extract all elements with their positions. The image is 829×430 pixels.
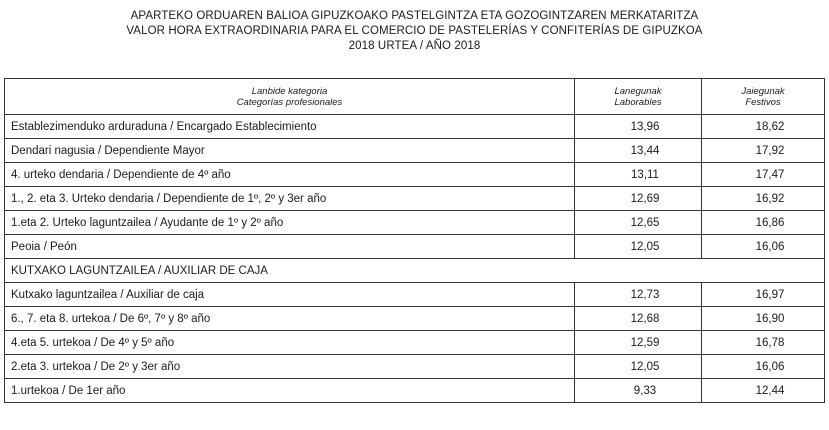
header-weekday-es: Laborables [614,96,662,108]
category-cell: 6., 7. eta 8. urtekoa / De 6º, 7º y 8º año [5,307,575,331]
category-cell: 4. urteko dendaria / Dependiente de 4º año [5,163,575,187]
title-spanish: VALOR HORA EXTRAORDINARIA PARA EL COMERCIO DE PASTELERÍAS Y CONFITERÍAS DE GIPUZKOA [126,25,703,37]
title-basque: APARTEKO ORDUAREN BALIOA GIPUZKOAKO PASTELGINTZA ETA GOZOGINTZAREN MERKATARITZA [130,10,699,22]
header-weekday-eu: Lanegunak [614,85,662,97]
holiday-rate-cell: 16,86 [702,211,825,235]
table-row [5,187,825,211]
table-header-row [5,79,825,115]
weekday-rate-cell: 12,65 [575,211,702,235]
category-cell: 1., 2. eta 3. Urteko dendaria / Dependiente de 1º, 2º y 3er año [5,187,575,211]
weekday-rate-cell: 12,59 [575,331,702,355]
header-holiday-eu: Jaiegunak [741,85,785,97]
table-row [5,139,825,163]
holiday-rate-cell: 18,62 [702,115,825,139]
title-year: 2018 URTEA / AÑO 2018 [348,40,481,52]
holiday-rate-cell: 16,78 [702,331,825,355]
table-row [5,307,825,331]
weekday-rate-cell: 12,05 [575,355,702,379]
weekday-rate-cell: 12,73 [575,283,702,307]
holiday-rate-cell: 17,92 [702,139,825,163]
table-row [5,331,825,355]
holiday-rate-cell: 16,06 [702,355,825,379]
table-row [5,283,825,307]
category-cell: Dendari nagusia / Dependiente Mayor [5,139,575,163]
section-row [5,259,825,283]
header-category [5,79,575,115]
header-holiday-es: Festivos [745,96,781,108]
holiday-rate-cell: 17,47 [702,163,825,187]
header-category-eu: Lanbide kategoria [251,85,328,97]
holiday-rate-cell: 12,44 [702,379,825,403]
holiday-rate-cell: 16,92 [702,187,825,211]
header-weekday [575,79,702,115]
weekday-rate-cell: 12,69 [575,187,702,211]
category-cell: 2.eta 3. urtekoa / De 2º y 3er año [5,355,575,379]
weekday-rate-cell: 12,05 [575,235,702,259]
document-title [0,0,829,54]
table-row [5,211,825,235]
holiday-rate-cell: 16,97 [702,283,825,307]
holiday-rate-cell: 16,06 [702,235,825,259]
weekday-rate-cell: 12,68 [575,307,702,331]
category-cell: 1.eta 2. Urteko laguntzailea / Ayudante de 1º y 2º año [5,211,575,235]
weekday-rate-cell: 9,33 [575,379,702,403]
weekday-rate-cell: 13,96 [575,115,702,139]
weekday-rate-cell: 13,44 [575,139,702,163]
table-row [5,163,825,187]
header-holiday [702,79,825,115]
table-row [5,379,825,403]
table-row [5,355,825,379]
table-row [5,115,825,139]
category-cell: 4.eta 5. urtekoa / De 4º y 5º año [5,331,575,355]
section-heading: KUTXAKO LAGUNTZAILEA / AUXILIAR DE CAJA [5,259,825,283]
table-row [5,235,825,259]
overtime-rates-table [4,78,825,403]
category-cell: Peoia / Peón [5,235,575,259]
header-category-es: Categorías profesionales [236,96,343,108]
holiday-rate-cell: 16,90 [702,307,825,331]
category-cell: Establezimenduko arduraduna / Encargado Establecimiento [5,115,575,139]
category-cell: Kutxako laguntzailea / Auxiliar de caja [5,283,575,307]
weekday-rate-cell: 13,11 [575,163,702,187]
category-cell: 1.urtekoa / De 1er año [5,379,575,403]
